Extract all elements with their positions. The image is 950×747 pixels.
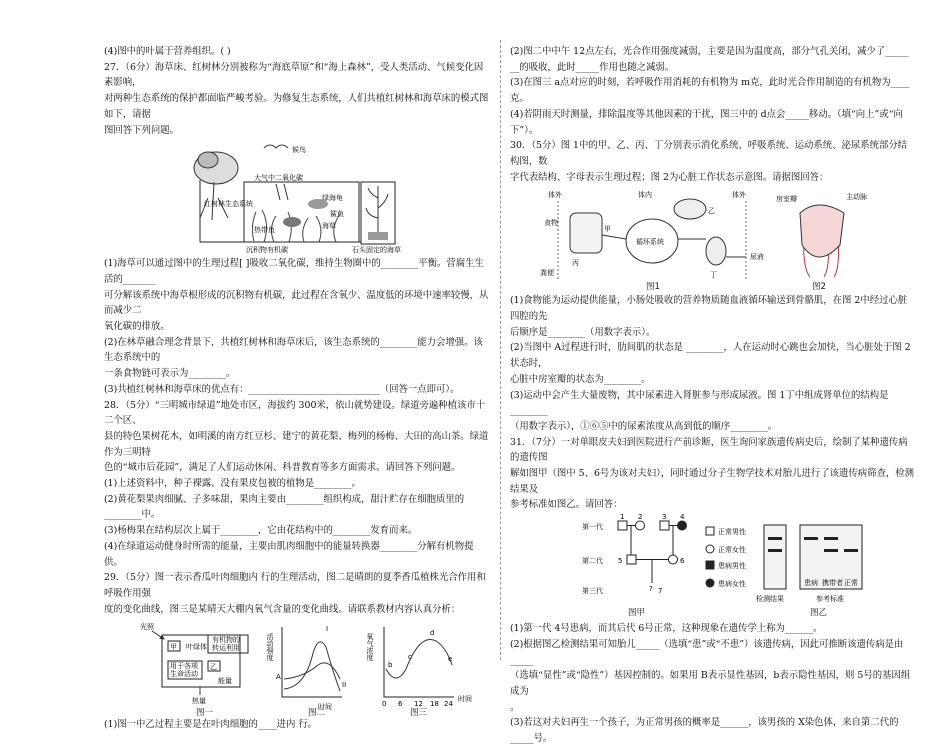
text-line: (3)在图三 a点对应的时刻，若呼吸作用消耗的有机物为 m克，此时光合作用制造的有机物为____克。	[510, 77, 910, 105]
text-line: 度的变化曲线，图三是某晴天大棚内氧气含量的变化曲线。请联系教材内容认真分析：	[104, 603, 461, 615]
tick-18: 18	[430, 700, 439, 709]
text-line: (4)若阴雨天时测量，排除温度等其他因素的干扰，图三中的 d点会_____移动。（填“向上”或“向下”）。	[510, 108, 903, 136]
label-bird: 候鸟	[292, 146, 306, 155]
kidney-icon	[706, 237, 726, 265]
caption-fig-a: 图甲	[628, 608, 646, 619]
heart-icon	[800, 205, 844, 257]
text-line: 。	[510, 701, 520, 713]
label-tubules: 用于各项	[170, 662, 198, 671]
caption-fig1: 图一	[196, 708, 214, 718]
caption-fig2: 图二	[308, 708, 326, 718]
figure-31-pedigree	[510, 513, 915, 621]
text-line: (1)海草可以通过图中的生理过程[ ]吸收二氧化碳，维持生物圈中的________平衡。营腐生生活的_______	[104, 258, 484, 285]
text-line: 图回答下列问题。	[104, 124, 180, 136]
label-yi: 乙	[708, 207, 715, 216]
label-detect: 检测结果	[756, 595, 784, 604]
label-gen2: 第二代	[582, 557, 603, 566]
label-ding: 丁	[710, 271, 717, 280]
text-line: (1)第一代 4号患病，而其后代 6号正常，这种现象在遗传学上称为______。	[510, 623, 823, 635]
text-line: 氧化碳的排放。	[104, 321, 170, 333]
question-29-stem: 29．（5分）图一表示香瓜叶肉细胞内 行的生理活动，图二是晴朗的夏季香瓜植株光合作用和呼吸作用强	[104, 572, 486, 599]
label-organic: 有机物的	[212, 636, 240, 645]
label-bing: 丙	[572, 259, 579, 268]
label-sick: 患病	[804, 579, 818, 588]
label-inside: 体内	[638, 191, 652, 200]
label-mangrove-system: 红树林生态系统	[204, 200, 253, 209]
label-n7: 7	[658, 587, 663, 596]
tick-24: 24	[444, 700, 453, 709]
left-column	[104, 44, 492, 733]
text-line: （选填“显性”或“隐性”）基因控制的。如果用 B表示显性基因，b表示隐性基因，则 5号的基因组成为	[510, 670, 911, 697]
text-line: 一条食物链可表示为________。	[104, 368, 236, 380]
figure-27-ecosystem	[104, 138, 492, 256]
label-n2: 2	[638, 513, 643, 522]
text-line: 字代表结构、字母表示生理过程；图 2为心脏工作状态示意图。请据图回答：	[510, 171, 829, 183]
label-sediment: 沉积物有机碳	[246, 246, 288, 255]
text-line: (2)根据图乙检测结果可知胎儿_____（选填“患”或“不患”）该遗传病，因此可推断该遗传病是由_____	[510, 638, 904, 666]
text-line: (2)图二中中午 12点左右，光合作用强度减弱，主要是因为温度高，部分气孔关闭，减少了_____	[510, 46, 909, 57]
label-n4: 4	[680, 513, 685, 522]
text-line: __的吸收，此时_____作用也随之减弱。	[510, 61, 675, 73]
text-line: （用数字表示），①⑥⑤中的尿素浓度从高到低的顺序________。	[510, 420, 778, 432]
label-fish: 鲨鱼	[330, 210, 344, 219]
label-curve-I: I	[326, 625, 329, 634]
label-life: 生命活动	[170, 670, 198, 679]
text-line: (1)上述资料中，种子裸露、没有果皮包被的植物是________。	[104, 478, 362, 490]
tick-0: 0	[382, 700, 387, 709]
label-point-b: b	[388, 661, 393, 670]
label-point-a: A	[276, 673, 281, 682]
pedigree-diagram	[510, 513, 915, 621]
label-transport: 转运利用	[212, 644, 240, 653]
label-point-e: e	[448, 655, 453, 664]
bird-icon	[264, 145, 288, 148]
label-fetus: ?	[649, 585, 653, 594]
column-divider	[500, 40, 501, 660]
tick-12: 12	[414, 700, 423, 709]
text-line: (2)在林草融合理念背景下，共植红树林和海草床后，该生态系统的________能力会增强。该生态系统中的	[104, 336, 483, 364]
label-n1: 1	[620, 513, 625, 522]
caption-fig2: 图2	[812, 282, 826, 293]
label-seagrass: 海草	[322, 222, 336, 231]
label-urine: 尿液	[750, 253, 764, 262]
label-jia: 甲	[170, 643, 177, 652]
label-artery: 主动脉	[846, 193, 867, 202]
label-normal: 正常	[844, 579, 858, 588]
label-light: 光照	[140, 623, 154, 632]
legend-sick-male: 患病男性	[718, 562, 746, 571]
text-line: (3)杨梅果在结构层次上属于________，它由花结构中的________发育而来。	[104, 525, 418, 537]
label-oxygen: 氧气浓度	[366, 633, 374, 662]
label-chloroplast: 叶绿体	[186, 643, 207, 652]
text-line: (4)图中的叶属于营养组织。( )	[104, 46, 231, 57]
ecosystem-diagram	[104, 138, 492, 256]
text-line: (3)运动中会产生大量废物，其中尿素进入肾脏参与形成尿液。图 1丁中组成肾单位的结构是________	[510, 389, 889, 417]
figure-29-graphs	[104, 617, 492, 717]
label-time-3: 时间	[458, 695, 472, 704]
label-co2: 大气中二氧化碳	[254, 174, 303, 183]
text-line: (3)若这对夫妇再生一个孩子，为正常男孩的概率是______，该男孩的 X染色体，来自第二代的_____号。	[510, 717, 899, 745]
text-line: (3)共植红树林和海草床的优点有：____________________________（回答一点即可）。	[104, 383, 460, 395]
label-activity: 活动强度	[266, 633, 274, 662]
body-systems-diagram	[510, 185, 915, 293]
text-line: 心脏中房室瓣的状态为________。	[510, 373, 651, 385]
photosynthesis-figures	[104, 617, 492, 717]
label-gen3: 第三代	[582, 587, 603, 596]
label-gen1: 第一代	[582, 523, 603, 532]
legend-normal-male: 正常男性	[718, 528, 746, 537]
question-27-stem: 27．（6分）海草床、红树林分别被称为“海底草原”和“海上森林”，受人类活动、气候变化因素影响，	[104, 61, 484, 89]
question-30-stem: 30．（5分）图 1中的甲、乙、丙、丁分别表示消化系统、呼吸系统、运动系统、泌尿系统部分结构图，数	[510, 140, 908, 167]
text-line: 色的“城市后花园”，满足了人们运动休闲、科普教育等多方面需求。请回答下列问题。	[104, 462, 461, 474]
curve-oxygen	[386, 640, 452, 678]
label-heat: 热量	[192, 697, 206, 706]
lung-icon	[674, 199, 706, 219]
text-line: (4)在绿道运动健身时所需的能量，主要由肌肉细胞中的能量转换器________分解有机物提供。	[104, 540, 474, 568]
figure-30-systems	[510, 185, 915, 293]
text-line: 解如图甲（图中 5、6号为该对夫妇），同时通过分子生物学技术对胎儿进行了该遗传病筛查，检测结果及	[510, 468, 914, 495]
text-line: 县的特色果树花木，如明溪的南方红豆杉、建宁的黄花梨、梅列的杨梅、大田的高山茶。绿道作为三明特	[104, 430, 489, 458]
label-jia: 甲	[604, 225, 611, 234]
text-line: 可分解该系统中海草根形成的沉积物有机碳，此过程在含氧少、温度低的环境中速率较慢，从而减少二	[104, 289, 489, 317]
label-feces: 粪便	[540, 269, 554, 278]
digestive-icon	[570, 213, 602, 253]
caption-fig-b: 图乙	[810, 608, 828, 619]
text-line: (1)食物能为运动提供能量，小肠处吸收的营养物质随血液循环输送到骨骼肌，在图 2中经过心脏四腔的先	[510, 295, 908, 323]
question-28-stem: 28．（5分）“三明城市绿道”地处市区，海拔约 300米，依山就势建设。绿道旁遍种植该市十二个区、	[104, 399, 486, 427]
label-n6: 6	[680, 557, 685, 566]
text-line: 后顺序是________（用数字表示）。	[510, 326, 656, 338]
caption-fig3: 图三	[410, 708, 428, 718]
label-n5: 5	[618, 557, 623, 566]
label-valve: 房室瓣	[776, 195, 797, 204]
legend-sick-female: 患病女性	[718, 580, 746, 589]
label-point-d: d	[430, 629, 435, 638]
text-line: 参考标准如图乙。请回答：	[510, 499, 623, 511]
label-yi: 乙	[210, 663, 217, 672]
label-outside-2: 体外	[732, 191, 746, 200]
label-carrier: 携带者	[822, 579, 843, 588]
label-energy: 能量	[218, 677, 232, 686]
label-reference: 参考标准	[816, 595, 844, 604]
caption-fig1: 图1	[646, 282, 660, 293]
label-outside-1: 体外	[548, 191, 562, 200]
text-line: (2)当图中 A过程进行时，肋间肌的状态是 ________，人在运动时心跳也会加快，当心脏处于图 2状态时，	[510, 342, 911, 370]
label-food: 食物	[544, 219, 558, 228]
right-column	[510, 44, 915, 747]
label-point-c: c	[408, 653, 412, 662]
label-time: 时间	[318, 703, 332, 712]
tick-6: 6	[398, 700, 403, 709]
question-31-stem: 31．（7分）一对单眼皮夫妇到医院进行产前诊断，医生询问家族遗传病史后，绘制了某种遗传病的遗传图	[510, 436, 908, 464]
label-curve-II: II	[342, 681, 347, 690]
text-line: 对两种生态系统的保护都面临严峻考验。为修复生态系统，人们共植红树林和海草床的模式图如下，请据	[104, 93, 489, 120]
text-line: (2)黄花梨果肉细腻、子多味甜，果肉主要由________组织构成，甜汁贮存在细胞质里的________中。	[104, 493, 465, 521]
label-circulation: 循环系统	[636, 238, 664, 247]
label-tropical-fish: 热带鱼	[254, 226, 275, 235]
label-n3: 3	[662, 513, 667, 522]
text-line: (1)图一中乙过程主要是在叶肉细胞的____进内 行。	[104, 719, 318, 731]
legend-normal-female: 正常女性	[718, 546, 746, 555]
label-fixed-seagrass: 石头固定的海草	[352, 246, 401, 255]
label-turtle: 绿海龟	[322, 194, 343, 203]
